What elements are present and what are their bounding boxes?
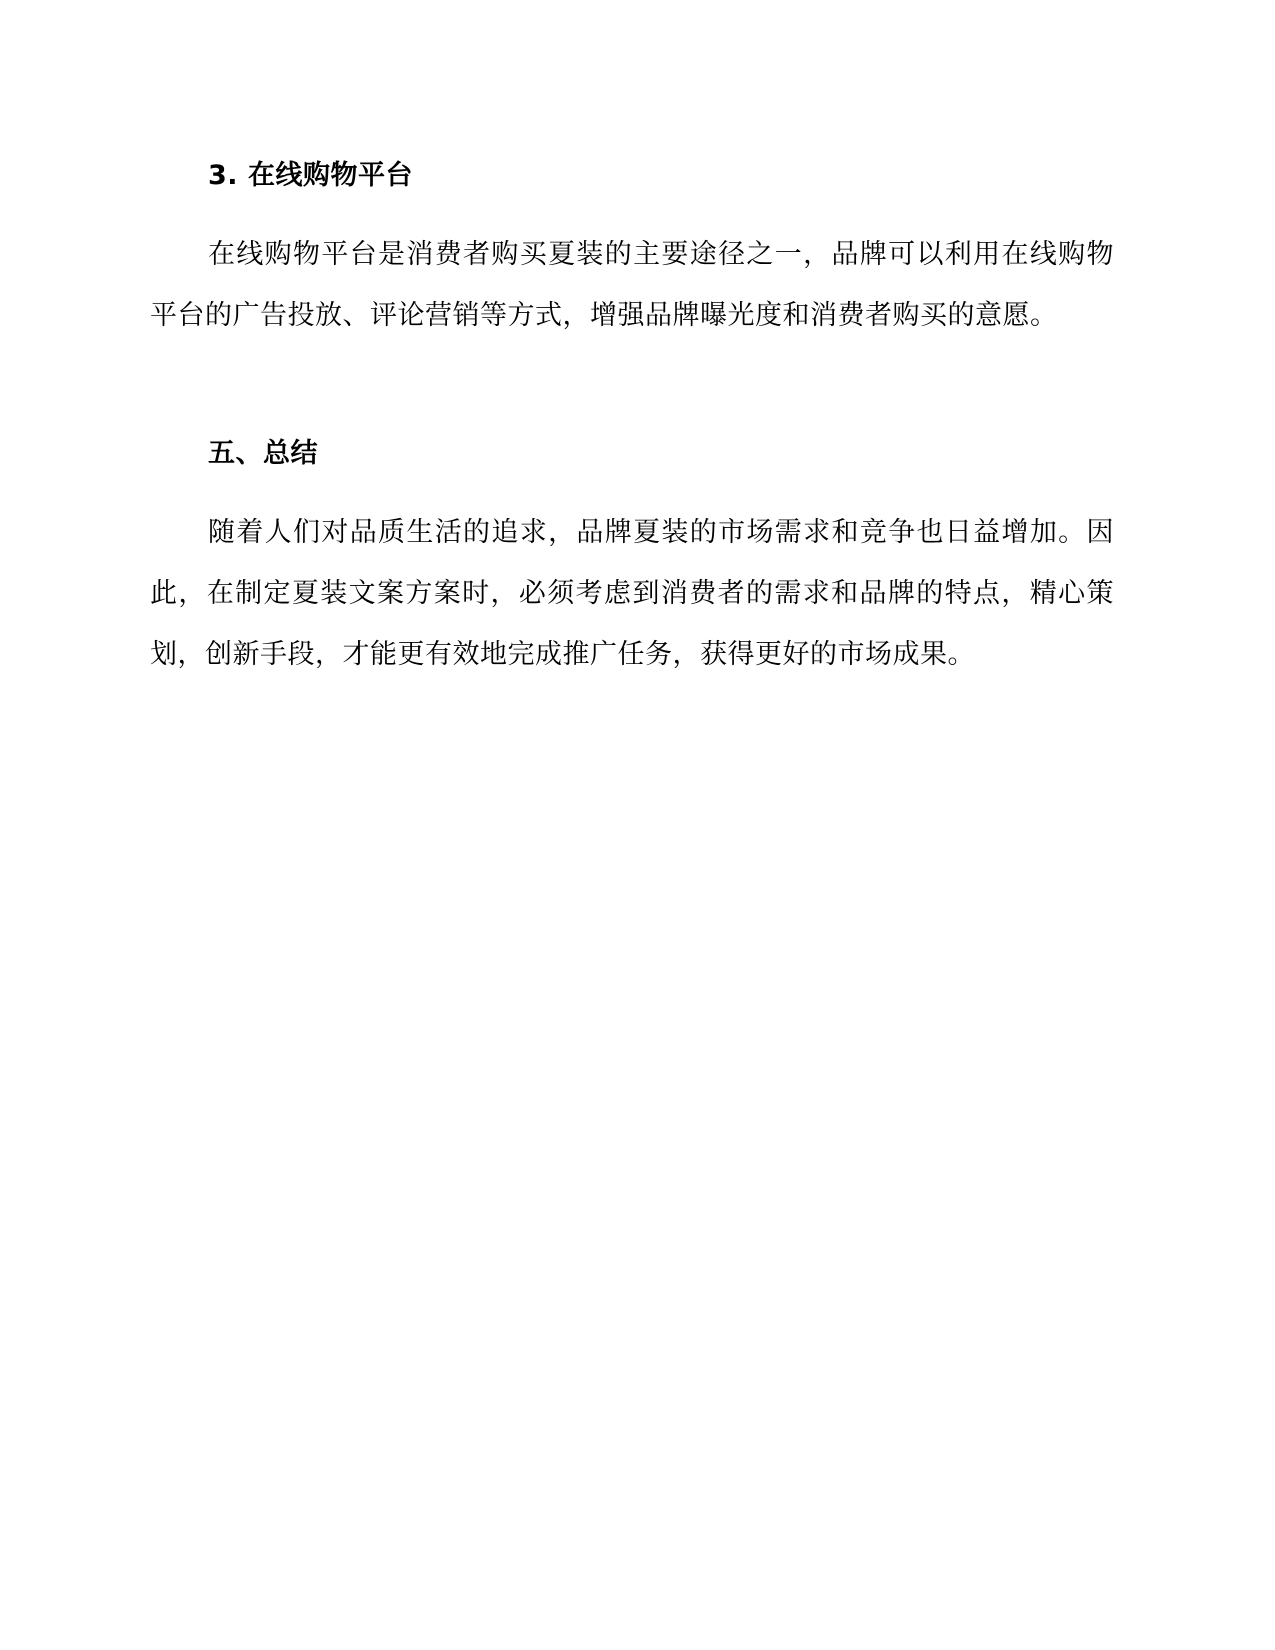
section-heading-online-shopping: 3. 在线购物平台 [208, 160, 413, 191]
section-paragraph-online-shopping: 在线购物平台是消费者购买夏装的主要途径之一，品牌可以利用在线购物平台的广告投放、评论营销等方式，增强品牌曝光度和消费者购买的意愿。 [150, 239, 1114, 331]
section-paragraph-summary: 随着人们对品质生活的追求，品牌夏装的市场需求和竞争也日益增加。因此，在制定夏装文案方案时，必须考虑到消费者的需求和品牌的特点，精心策划，创新手段，才能更有效地完成推广任务，获得更好的市场成果。 [150, 517, 1114, 670]
section-heading-summary: 五、总结 [208, 438, 318, 469]
